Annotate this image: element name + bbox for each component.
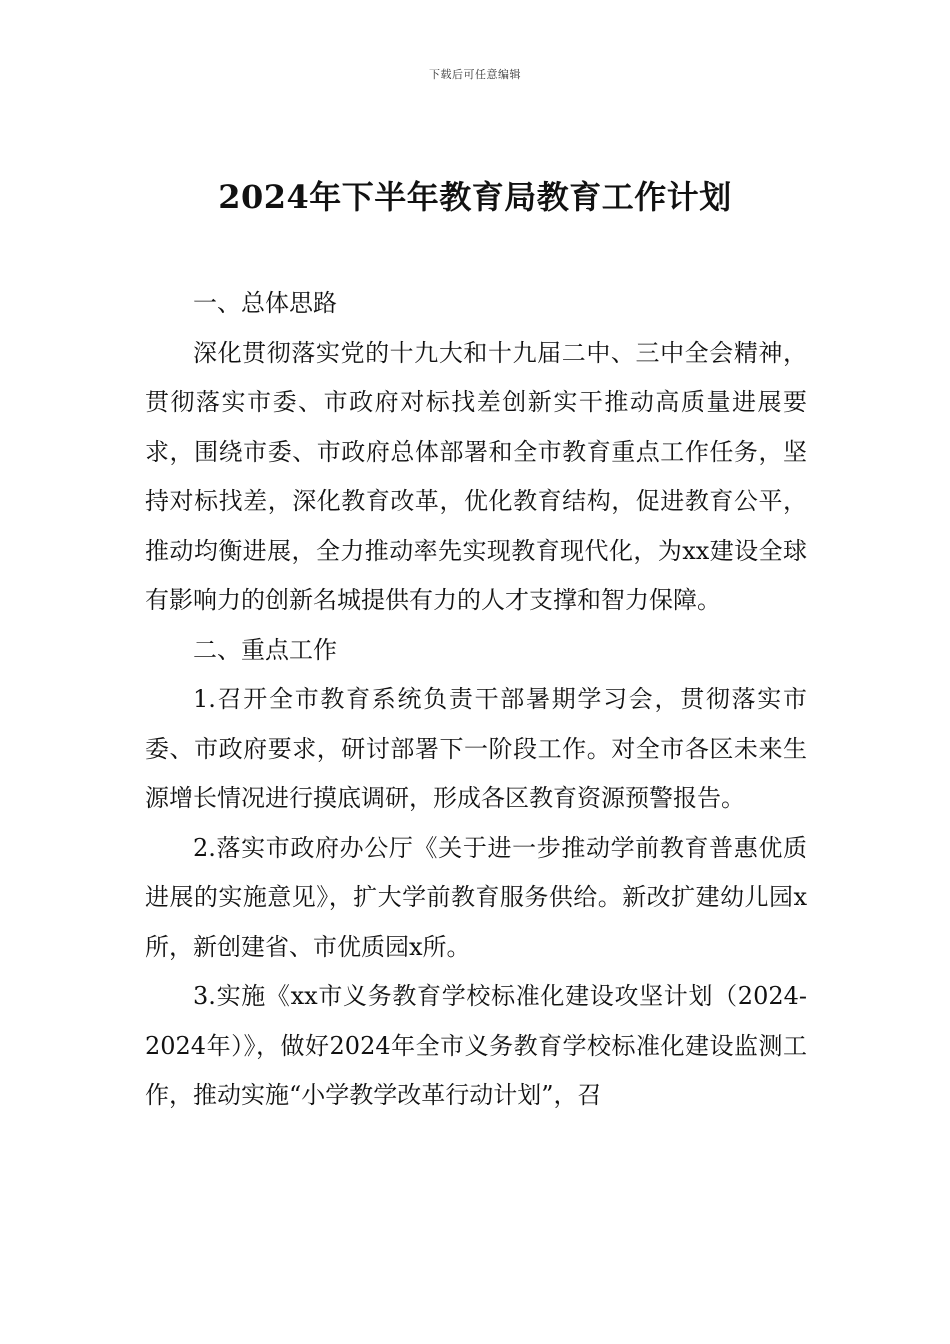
section-heading-overall-approach: 一、总体思路 [193,289,337,317]
list-item-key-work-2: 2.落实市政府办公厅《关于进一步推动学前教育普惠优质进展的实施意见》，扩大学前教育服务供给。新改扩建幼儿园x所，新创建省、市优质园x所。 [145,833,807,961]
section-heading-key-work: 二、重点工作 [193,635,337,664]
document-body [145,279,807,1121]
document-title: 2024年下半年教育局教育工作计划 [218,178,732,216]
header-note: 下载后可任意编辑 [429,68,521,81]
paragraph-overall-approach: 深化贯彻落实党的十九大和十九届二中、三中全会精神，贯彻落实市委、市政府对标找差创新实干推动高质量进展要求，围绕市委、市政府总体部署和全市教育重点工作任务，坚持对标找差，深化教育改革，优化教育结构，促进教育公平，推动均衡进展，全力推动率先实现教育现代化，为xx建设全球有影响力的创新名城提供有力的人才支撑和智力保障。 [145,338,807,614]
list-item-key-work-3: 3.实施《xx市义务教育学校标准化建设攻坚计划（2024-2024年）》，做好2024年全市义务教育学校标准化建设监测工作，推动实施“小学教学改革行动计划”，召 [145,982,807,1109]
list-item-key-work-1: 1.召开全市教育系统负责干部暑期学习会，贯彻落实市委、市政府要求，研讨部署下一阶段工作。对全市各区未来生源增长情况进行摸底调研，形成各区教育资源预警报告。 [145,685,807,812]
